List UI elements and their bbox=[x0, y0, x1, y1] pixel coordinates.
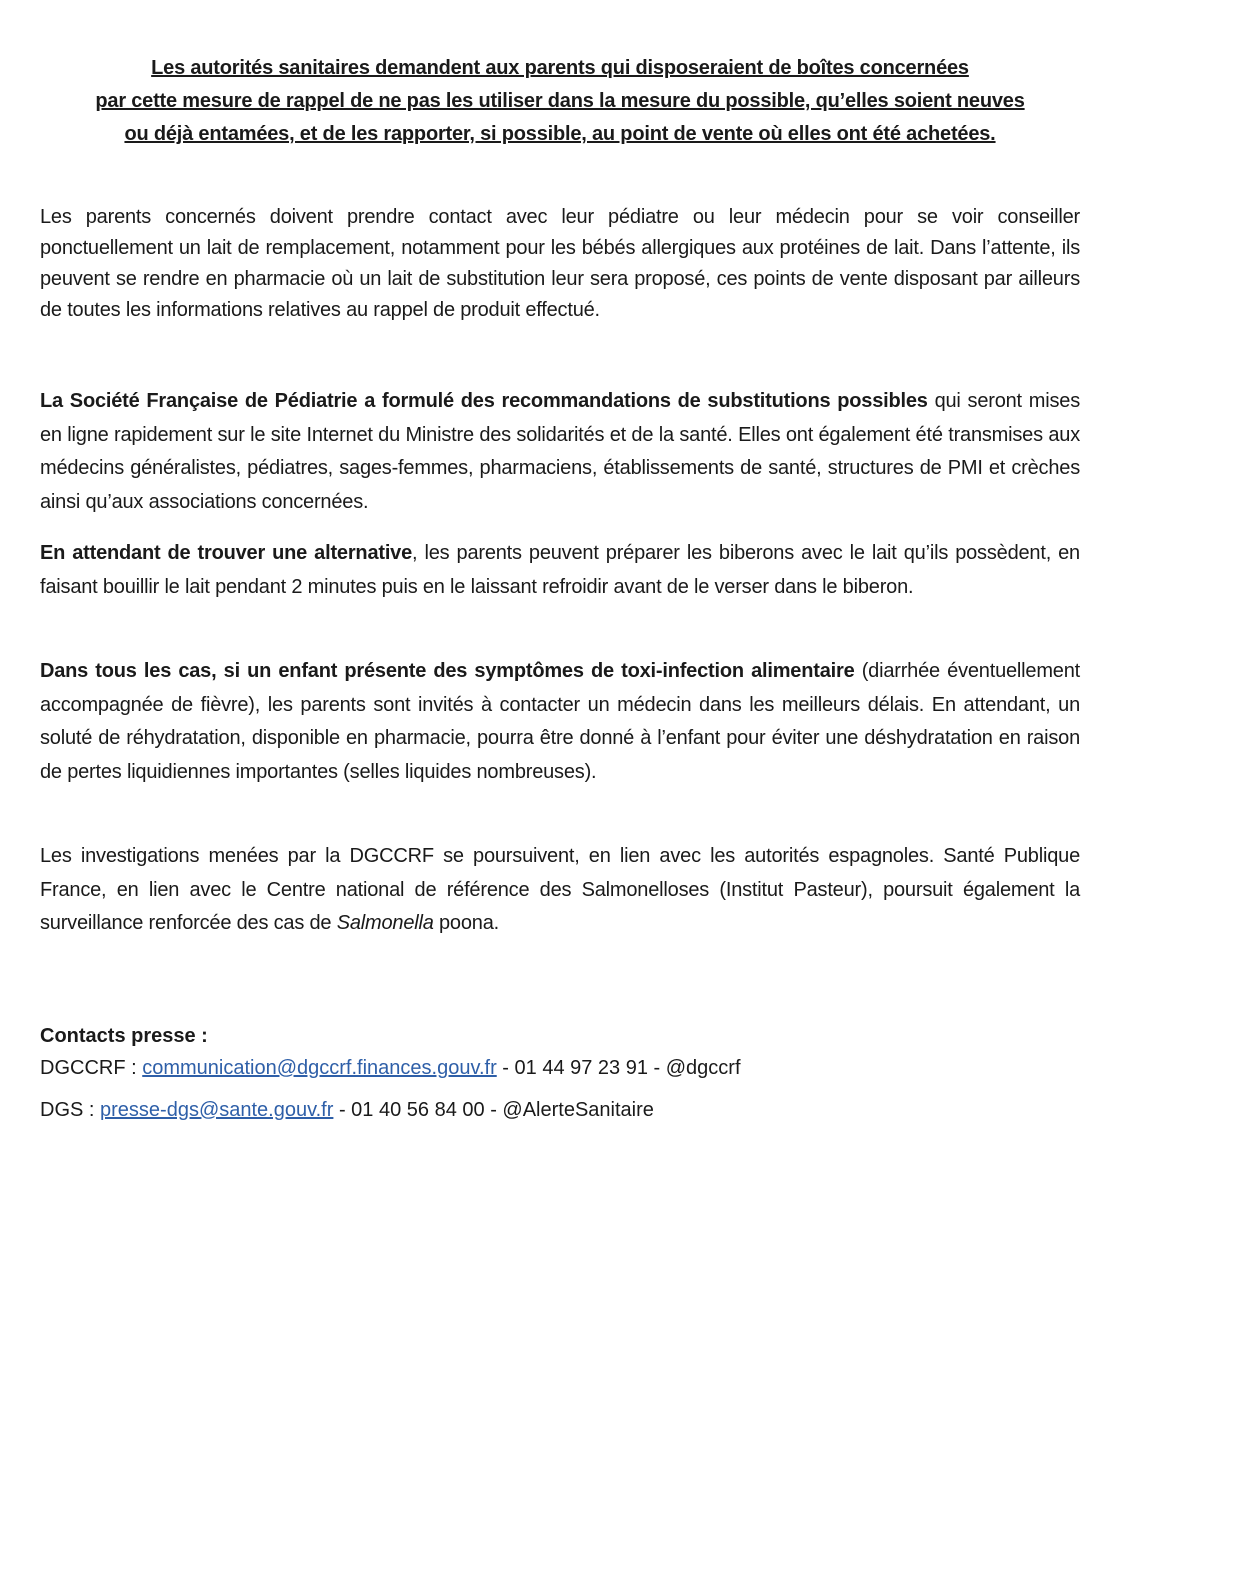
paragraph-bold-lead: Dans tous les cas, si un enfant présente des symptômes de toxi-infection alimentaire bbox=[40, 660, 855, 682]
paragraph-text: , les parents peuvent préparer les biberons avec le lait qu’ils possèdent, en faisant bouillir le lait pendant 2 minutes puis en le laissant refroidir avant de le verser dans le biberon. bbox=[40, 542, 1080, 598]
contact-details: - 01 40 56 84 00 - @AlerteSanitaire bbox=[333, 1099, 654, 1121]
species-name: Salmonella bbox=[336, 912, 434, 934]
paragraph-parents-contact: Les parents concernés doivent prendre contact avec leur pédiatre ou leur médecin pour se voir conseiller ponctuellement un lait de remplacement, notamment pour les bébés allergiques aux protéines de lait. Dans l’attente, ils peuvent se rendre en pharmacie où un lait de substitution leur sera proposé, ces points de vente disposant par ailleurs de toutes les informations relatives au rappel de produit effectué. bbox=[40, 206, 1080, 321]
headline-line: ou déjà entamées, et de les rapporter, si possible, au point de vente où elles ont été achetées. bbox=[124, 123, 996, 145]
contact-row-dgs bbox=[40, 1094, 741, 1126]
paragraph-bold-lead: La Société Française de Pédiatrie a formulé des recommandations de substitutions possibles bbox=[40, 390, 928, 412]
recall-headline bbox=[40, 52, 1080, 151]
paragraph-text: Les investigations menées par la DGCCRF se poursuivent, en lien avec les autorités espagnoles. Santé Publique France, en lien avec le Centre national de référence des Salmonelloses (Institut Pasteur), poursuit également la surveillance renforcée des cas de bbox=[40, 845, 1080, 934]
document-page bbox=[40, 52, 1080, 1121]
paragraph-investigations bbox=[40, 840, 1080, 941]
email-link-dgccrf[interactable]: communication@dgccrf.finances.gouv.fr bbox=[142, 1057, 497, 1079]
contact-label: DGCCRF : bbox=[40, 1057, 143, 1079]
paragraph-alternative bbox=[40, 537, 1080, 604]
paragraph-sfp-recommendations bbox=[40, 385, 1080, 519]
contact-details: - 01 44 97 23 91 - @dgccrf bbox=[496, 1057, 741, 1079]
paragraph-text: qui seront mises en ligne rapidement sur le site Internet du Ministre des solidarités et de la santé. Elles ont également été transmises aux médecins généralistes, pédiatres, sages-femmes, pharmaciens, établissements de santé, structures de PMI et crèches ainsi qu’aux associations concernées. bbox=[40, 390, 1080, 513]
paragraph-bold-lead: En attendant de trouver une alternative bbox=[40, 542, 413, 564]
contact-row-dgccrf bbox=[40, 1052, 741, 1084]
paragraph-text: (diarrhée éventuellement accompagnée de fièvre), les parents sont invités à contacter un médecin dans les meilleurs délais. En attendant, un soluté de réhydratation, disponible en pharmacie, pourra être donné à l’enfant pour éviter une déshydratation en raison de pertes liquidiennes importantes (selles liquides nombreuses). bbox=[40, 660, 1080, 783]
headline-line: Les autorités sanitaires demandent aux parents qui disposeraient de boîtes concernées bbox=[151, 57, 969, 79]
paragraph-text: poona. bbox=[433, 912, 499, 934]
paragraph-symptoms bbox=[40, 655, 1080, 789]
headline-line: par cette mesure de rappel de ne pas les utiliser dans la mesure du possible, qu’elles soient neuves bbox=[95, 90, 1025, 112]
contact-label: DGS : bbox=[40, 1099, 101, 1121]
press-contacts bbox=[40, 1020, 741, 1126]
email-link-dgs[interactable]: presse-dgs@sante.gouv.fr bbox=[100, 1099, 334, 1121]
contacts-title: Contacts presse : bbox=[40, 1025, 208, 1047]
